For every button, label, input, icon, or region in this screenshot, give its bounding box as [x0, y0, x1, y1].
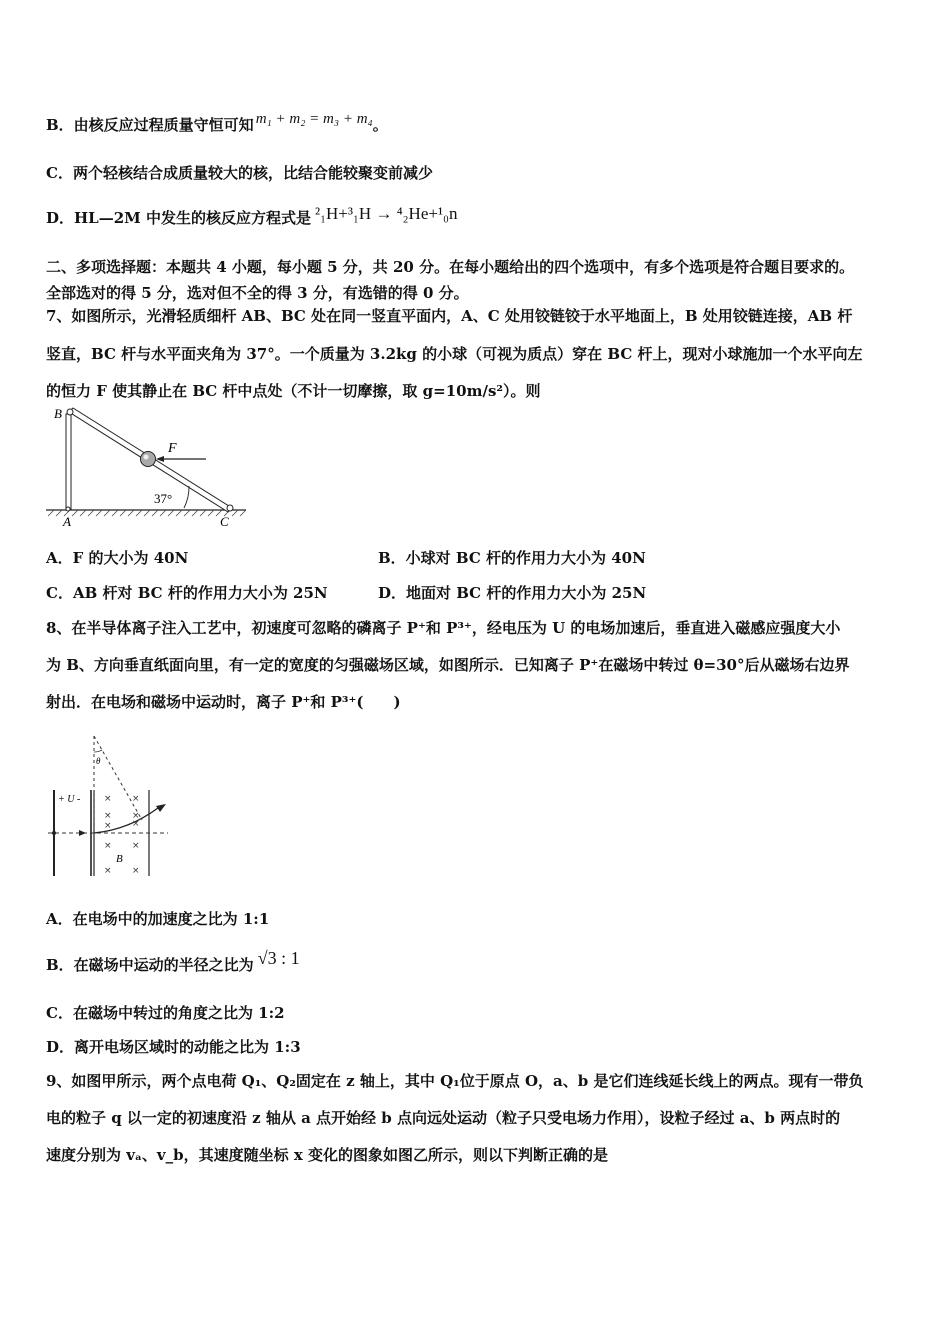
q7-option-c: C．AB 杆对 BC 杆的作用力大小为 25N: [46, 584, 328, 602]
field-cross: ×: [132, 811, 140, 821]
label-theta: θ: [96, 756, 101, 766]
label-a: A: [63, 514, 71, 529]
label-u: + U -: [58, 794, 81, 805]
label-c: C: [220, 514, 229, 529]
rod-ab: [66, 414, 71, 510]
field-cross: ×: [104, 866, 112, 876]
q9-stem-line1: 9、如图甲所示，两个点电荷 Q₁、Q₂固定在 z 轴上，其中 Q₁位于原点 O，a、b 是它们连线延长线上的两点。现有一带负: [46, 1072, 864, 1090]
q8-option-b-formula: √3 : 1: [257, 948, 300, 968]
field-cross: ×: [132, 819, 140, 829]
q8-stem-line2: 为 B、方向垂直纸面向里，有一定的宽度的匀强磁场区域，如图所示．已知离子 P⁺在磁场中转过 θ=30°后从磁场右边界: [46, 656, 850, 674]
field-cross: ×: [104, 811, 112, 821]
q6-option-d-text: D．HL—2M 中发生的核反应方程式是: [46, 209, 311, 227]
q9-stem-line2: 电的粒子 q 以一定的初速度沿 z 轴从 a 点开始经 b 点向远处运动（粒子只受电场力作用），设粒子经过 a、b 两点时的: [46, 1109, 841, 1127]
field-cross: ×: [132, 841, 140, 851]
q7-option-b: B．小球对 BC 杆的作用力大小为 40N: [378, 549, 646, 567]
q7-stem-line3: 的恒力 F 使其静止在 BC 杆中点处（不计一切摩擦，取 g=10m/s²）。则: [46, 382, 541, 400]
q9-stem-line3: 速度分别为 vₐ、v_b，其速度随坐标 x 变化的图象如图乙所示，则以下判断正确的是: [46, 1146, 609, 1164]
field-cross: ×: [132, 866, 140, 876]
q8-stem-line3: 射出．在电场和磁场中运动时，离子 P⁺和 P³⁺( ): [46, 693, 401, 711]
q6-option-b-end: 。: [372, 116, 388, 134]
q8-option-b-text: B．在磁场中运动的半径之比为: [46, 956, 254, 974]
q8-figure: [46, 730, 176, 880]
q7-figure: [44, 404, 254, 532]
q8-option-d: D．离开电场区域时的动能之比为 1:3: [46, 1038, 301, 1056]
field-cross: ×: [104, 841, 112, 851]
q8-option-c: C．在磁场中转过的角度之比为 1:2: [46, 1004, 285, 1022]
label-b-field: B: [116, 853, 123, 865]
label-angle: 37°: [154, 491, 173, 506]
q8-option-a: A．在电场中的加速度之比为 1:1: [46, 910, 270, 928]
q7-stem-line2: 竖直，BC 杆与水平面夹角为 37°。一个质量为 3.2kg 的小球（可视为质点）穿在 BC 杆上，现对小球施加一个水平向左: [46, 345, 863, 363]
q6-option-d: [46, 204, 458, 228]
section2-line1: 二、多项选择题：本题共 4 小题，每小题 5 分，共 20 分。在每小题给出的四个选项中，有多个选项是符合题目要求的。: [46, 258, 855, 276]
q8-option-b: [46, 948, 300, 975]
q8-stem-line1: 8、在半导体离子注入工艺中，初速度可忽略的磷离子 P⁺和 P³⁺，经电压为 U 的电场加速后，垂直进入磁感应强度大小: [46, 619, 841, 637]
q6-option-b-formula: m₁ + m₂ = m₃ + m₄: [255, 111, 373, 127]
q6-option-b-text: B．由核反应过程质量守恒可知: [46, 116, 254, 134]
q6-option-b: [46, 111, 388, 135]
q6-option-d-formula: ²₁H+³₁H → ⁴₂He+¹₀n: [315, 204, 458, 223]
field-cross: ×: [104, 821, 112, 831]
section2-line2: 全部选对的得 5 分，选对但不全的得 3 分，有选错的得 0 分。: [46, 284, 469, 302]
q7-option-d: D．地面对 BC 杆的作用力大小为 25N: [378, 584, 647, 602]
ball: [141, 452, 156, 467]
field-cross: ×: [104, 794, 112, 804]
field-cross: ×: [132, 794, 140, 804]
q7-stem-line1: 7、如图所示，光滑轻质细杆 AB、BC 处在同一竖直平面内，A、C 处用铰链铰于水平地面上，B 处用铰链连接，AB 杆: [46, 307, 853, 325]
label-f: F: [168, 441, 177, 456]
q7-option-a: A．F 的大小为 40N: [46, 549, 189, 567]
label-b: B: [54, 406, 62, 421]
q6-option-c: C．两个轻核结合成质量较大的核，比结合能较聚变前减少: [46, 164, 433, 182]
